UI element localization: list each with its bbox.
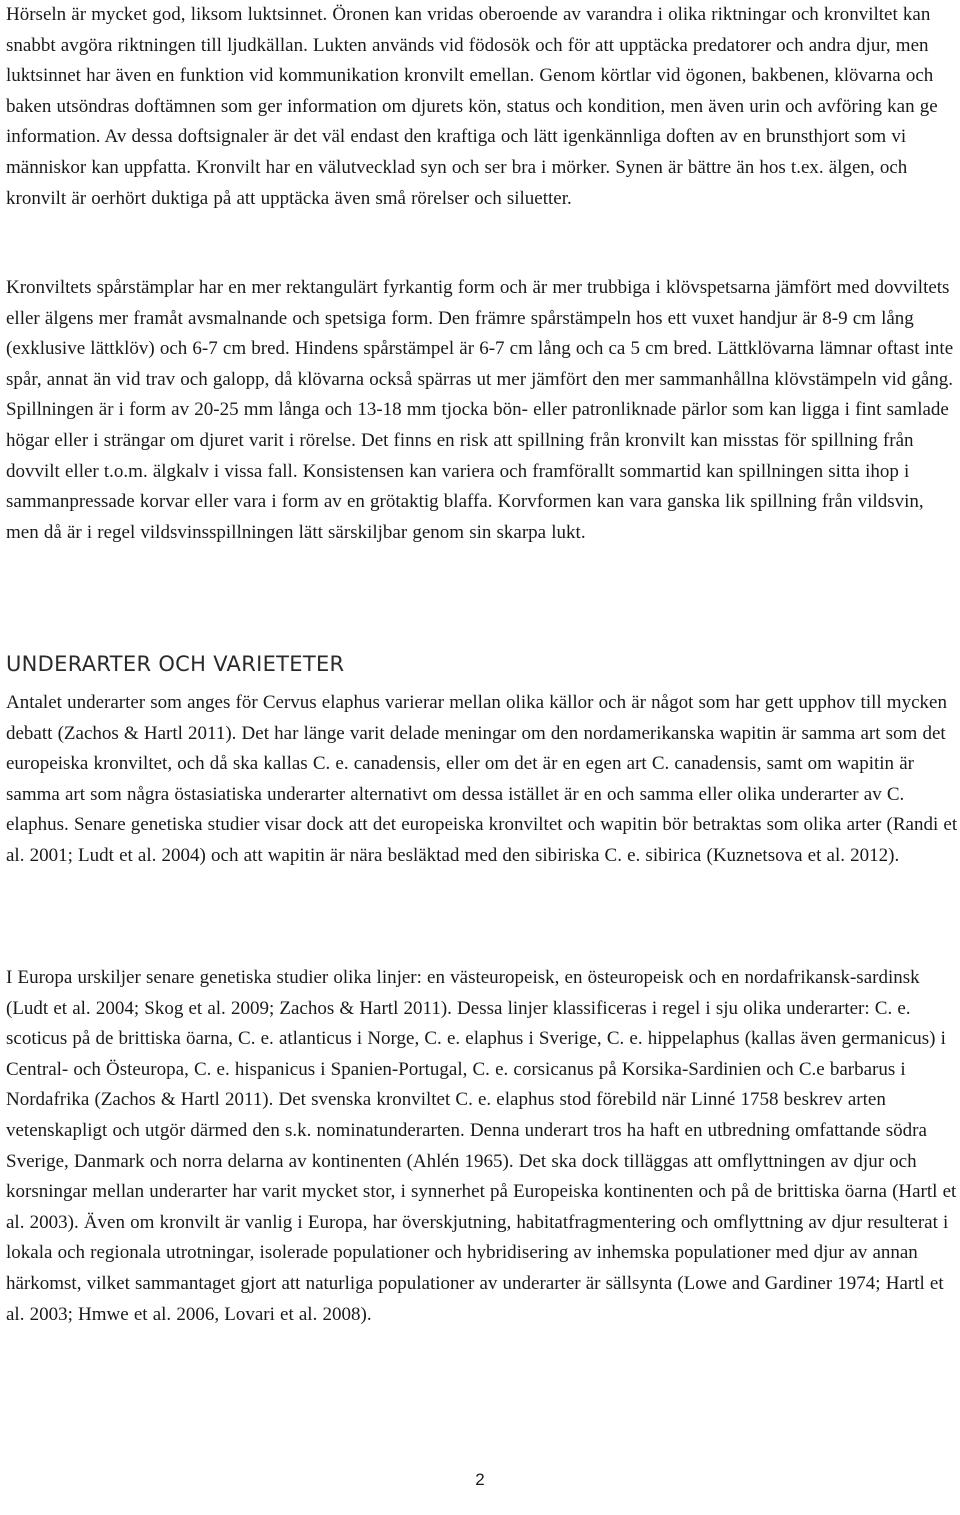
paragraph-europe: I Europa urskiljer senare genetiska studier olika linjer: en västeuropeisk, en östeuropeisk och en nordafrikansk-sardinsk (Ludt et al. 2004; Skog et al. 2009; Zachos & Hartl 2011). Dessa linjer klassificeras i regel i sju olika underarter: C. e. scoticus på de brittiska öarna, C. e. atlanticus i Norge, C. e. elaphus i Sverige, C. e. hippelaphus (kallas även germanicus) i Central- och Östeuropa, C. e. hispanicus i Spanien-Portugal, C. e. corsicanus på Korsika-Sardinien och C.e barbarus i Nordafrika (Zachos & Hartl 2011). Det svenska kronviltet C. e. elaphus stod förebild när Linné 1758 beskrev arten vetenskapligt och utgör därmed den s.k. nominatunderarten. Denna underart tros ha haft en utbredning omfattande södra Sverige, Danmark och norra delarna av kontinenten (Ahlén 1965). Det ska dock tilläggas att omflyttningen av djur och korsningar mellan underarter har varit mycket stor, i synnerhet på Europeiska kontinenten och på de brittiska öarna (Hartl et al. 2003). Även om kronvilt är vanlig i Europa, har överskjutning, habitatfragmentering och omflyttning av djur resulterat i lokala och regionala utrotningar, isolerade populationer och hybridisering av inhemska populationer med djur av annan härkomst, vilket sammantaget gjort att naturliga populationer av underarter är sällsynta (Lowe and Gardiner 1974; Hartl et al. 2003; Hmwe et al. 2006, Lovari et al. 2008).: [6, 967, 957, 1325]
page-number: 2: [475, 1470, 485, 1489]
paragraph-subspecies-intro: Antalet underarter som anges för Cervus elaphus varierar mellan olika källor och är något som har gett upphov till mycken debatt (Zachos & Hartl 2011). Det har länge varit delade meningar om den nordamerikanska wapitin är samma art som det europeiska kronviltet, och då ska kallas C. e. canadensis, eller om det är en egen art C. canadensis, samt om wapitin är samma art som några östasiatiska underarter alternativt om dessa istället är en och samma eller olika underarter av C. elaphus. Senare genetiska studier visar dock att det europeiska kronviltet och wapitin bör betraktas som olika arter (Randi et al. 2001; Ludt et al. 2004) och att wapitin är nära besläktad med den sibiriska C. e. sibirica (Kuznetsova et al. 2012).: [6, 692, 958, 866]
paragraph-tracks: Kronviltets spårstämplar har en mer rektangulärt fyrkantig form och är mer trubbiga i klövspetsarna jämfört med dovviltets eller älgens mer framåt avsmalnande och spetsiga form. Den främre spårstämpeln hos ett vuxet handjur är 8-9 cm lång (exklusive lättklöv) och 6-7 cm bred. Hindens spårstämpel är 6-7 cm lång och ca 5 cm bred. Lättklövarna lämnar oftast inte spår, annat än vid trav och galopp, då klövarna också spärras ut mer jämfört den mer sammanhållna klövstämpeln vid gång. Spillningen är i form av 20-25 mm långa och 13-18 mm tjocka bön- eller patronliknade pärlor som kan ligga i fint samlade högar eller i strängar om djuret varit i rörelse. Det finns en risk att spillning från kronvilt kan misstas för spillning från dovvilt eller t.o.m. älgkalv i vissa fall. Konsistensen kan variera och framförallt sommartid kan spillningen sitta ihop i sammanpressade korvar eller vara i form av en grötaktig blaffa. Korvformen kan vara ganska lik spillning från vildsvin, men då är i regel vildsvinsspillningen lätt särskiljbar genom sin skarpa lukt.: [6, 277, 954, 543]
paragraph-senses: Hörseln är mycket god, liksom luktsinnet. Öronen kan vridas oberoende av varandra i olika riktningar och kronviltet kan snabbt avgöra riktningen till ljudkällan. Lukten används vid födosök och för att upptäcka predatorer och andra djur, men luktsinnet har även en funktion vid kommunikation kronvilt emellan. Genom körtlar vid ögonen, bakbenen, klövarna och baken utsöndras doftämnen som ger information om djurets kön, status och kondition, men även urin och avföring kan ge information. Av dessa doftsignaler är det väl endast den kraftiga och lätt igenkännliga doften av en brunsthjort som vi människor kan uppfatta. Kronvilt har en välutvecklad syn och ser bra i mörker. Synen är bättre än hos t.ex. älgen, och kronvilt är oerhört duktiga på att upptäcka även små rörelser och siluetter.: [6, 4, 938, 209]
section-heading: UNDERARTER OCH VARIETETER: [6, 652, 345, 676]
